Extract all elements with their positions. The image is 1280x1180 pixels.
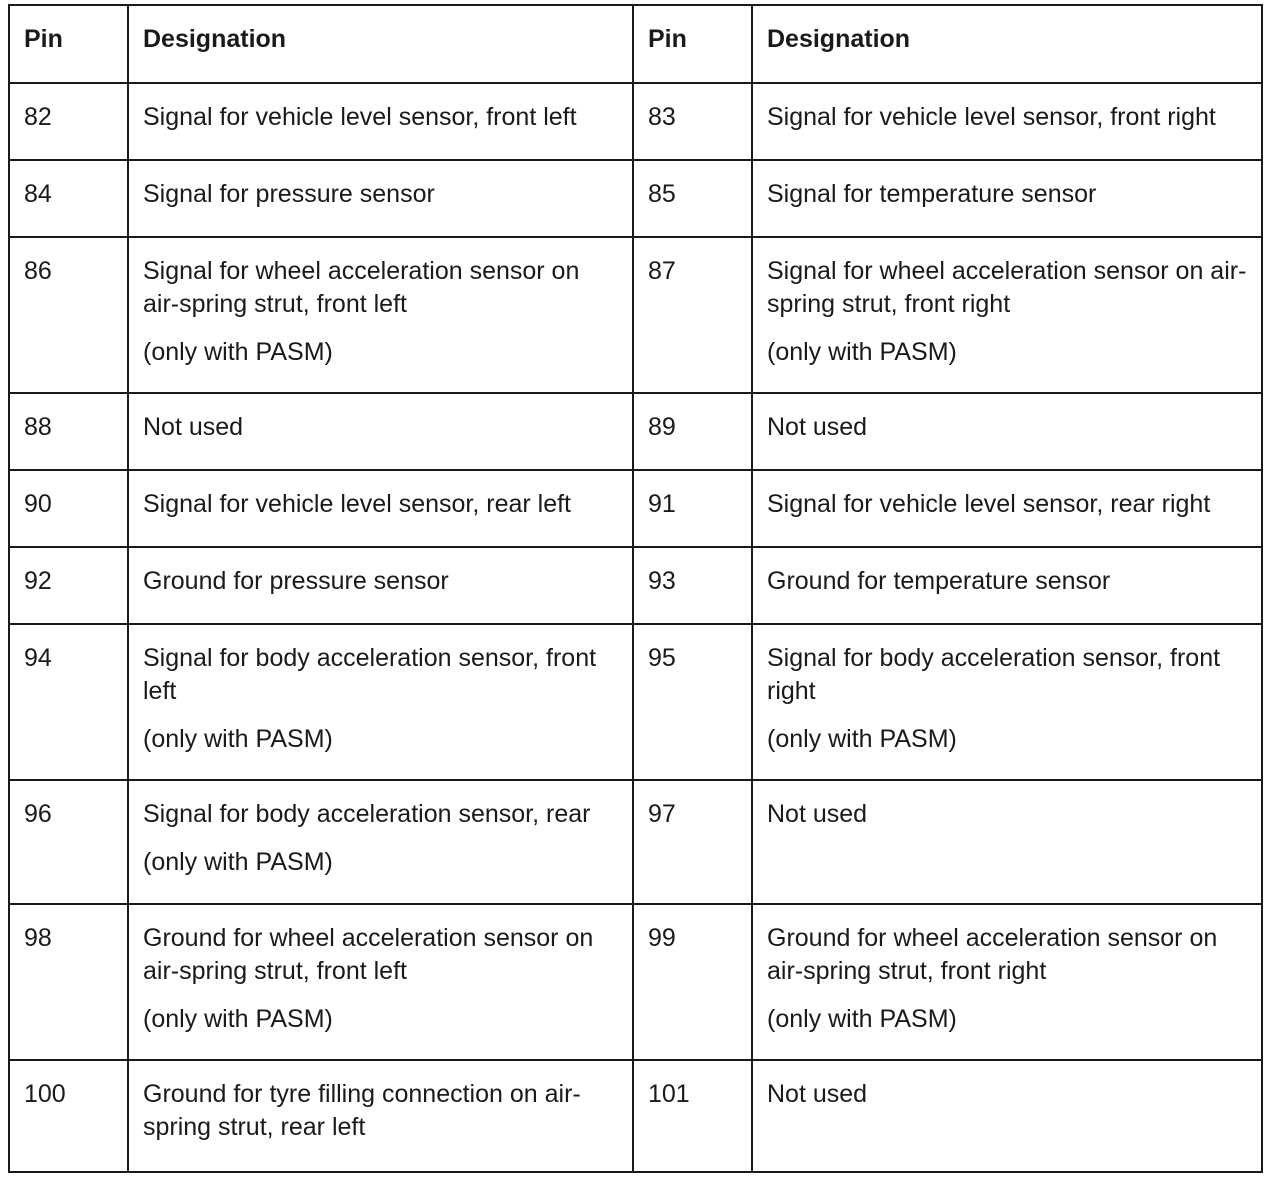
pin-number: 101	[633, 1060, 752, 1172]
pin-number: 92	[9, 547, 128, 624]
designation-text: Ground for wheel acceleration sensor on air-spring strut, front left	[143, 924, 594, 985]
table-row	[9, 780, 1262, 904]
pin-number: 99	[633, 904, 752, 1060]
designation-text: Signal for vehicle level sensor, rear right	[767, 490, 1211, 518]
pin-number: 88	[9, 393, 128, 470]
designation-note: (only with PASM)	[767, 338, 957, 366]
designation-text: Ground for temperature sensor	[767, 567, 1111, 595]
pin-number: 91	[633, 470, 752, 547]
pin-number: 89	[633, 393, 752, 470]
designation-cell	[752, 237, 1262, 393]
designation-cell	[752, 83, 1262, 160]
header-pin-left: Pin	[9, 5, 128, 83]
designation-note: (only with PASM)	[767, 1005, 957, 1033]
designation-text: Ground for tyre filling connection on air-spring strut, rear left	[143, 1080, 581, 1141]
designation-text: Not used	[767, 800, 868, 828]
table-row	[9, 624, 1262, 780]
designation-text: Not used	[767, 413, 868, 441]
table-row	[9, 547, 1262, 624]
designation-cell	[128, 780, 633, 904]
designation-cell	[752, 547, 1262, 624]
designation-text: Signal for wheel acceleration sensor on air-spring strut, front left	[143, 257, 580, 318]
designation-note: (only with PASM)	[143, 1005, 333, 1033]
pin-number: 86	[9, 237, 128, 393]
designation-cell	[128, 624, 633, 780]
table-row	[9, 1060, 1262, 1172]
table-row	[9, 470, 1262, 547]
designation-text: Signal for wheel acceleration sensor on air-spring strut, front right	[767, 257, 1247, 318]
header-pin-right: Pin	[633, 5, 752, 83]
pin-number: 95	[633, 624, 752, 780]
table-body	[9, 83, 1262, 1172]
pin-number: 82	[9, 83, 128, 160]
pin-number: 85	[633, 160, 752, 237]
table-row	[9, 393, 1262, 470]
designation-text: Signal for body acceleration sensor, front right	[767, 644, 1221, 705]
pin-number: 90	[9, 470, 128, 547]
header-designation-right: Designation	[752, 5, 1262, 83]
pin-number: 87	[633, 237, 752, 393]
pin-number: 83	[633, 83, 752, 160]
designation-cell	[128, 160, 633, 237]
designation-text: Signal for vehicle level sensor, rear left	[143, 490, 571, 518]
pin-number: 84	[9, 160, 128, 237]
designation-text: Ground for pressure sensor	[143, 567, 449, 595]
designation-text: Signal for vehicle level sensor, front left	[143, 103, 577, 131]
designation-note: (only with PASM)	[143, 848, 333, 876]
pin-number: 93	[633, 547, 752, 624]
header-designation-left: Designation	[128, 5, 633, 83]
designation-text: Signal for body acceleration sensor, front left	[143, 644, 597, 705]
designation-cell	[752, 624, 1262, 780]
designation-cell	[128, 1060, 633, 1172]
table-row	[9, 160, 1262, 237]
designation-text: Not used	[767, 1080, 868, 1108]
table-row	[9, 83, 1262, 160]
pin-assignment-table	[8, 4, 1263, 1173]
pin-number: 100	[9, 1060, 128, 1172]
designation-cell	[128, 237, 633, 393]
designation-cell	[128, 393, 633, 470]
header-row	[9, 5, 1262, 83]
designation-text: Ground for wheel acceleration sensor on air-spring strut, front right	[767, 924, 1218, 985]
designation-cell	[752, 393, 1262, 470]
designation-text: Signal for vehicle level sensor, front right	[767, 103, 1216, 131]
designation-cell	[752, 470, 1262, 547]
table-header	[9, 5, 1262, 83]
table-row	[9, 904, 1262, 1060]
designation-cell	[128, 83, 633, 160]
designation-text: Signal for temperature sensor	[767, 180, 1097, 208]
designation-text: Signal for body acceleration sensor, rear	[143, 800, 591, 828]
designation-cell	[128, 547, 633, 624]
designation-note: (only with PASM)	[143, 338, 333, 366]
pin-number: 94	[9, 624, 128, 780]
pin-number: 97	[633, 780, 752, 904]
pin-number: 96	[9, 780, 128, 904]
designation-note: (only with PASM)	[143, 725, 333, 753]
designation-text: Signal for pressure sensor	[143, 180, 435, 208]
designation-cell	[752, 160, 1262, 237]
designation-cell	[752, 904, 1262, 1060]
table-row	[9, 237, 1262, 393]
pin-number: 98	[9, 904, 128, 1060]
designation-cell	[752, 1060, 1262, 1172]
designation-cell	[752, 780, 1262, 904]
designation-text: Not used	[143, 413, 244, 441]
designation-note: (only with PASM)	[767, 725, 957, 753]
designation-cell	[128, 470, 633, 547]
designation-cell	[128, 904, 633, 1060]
